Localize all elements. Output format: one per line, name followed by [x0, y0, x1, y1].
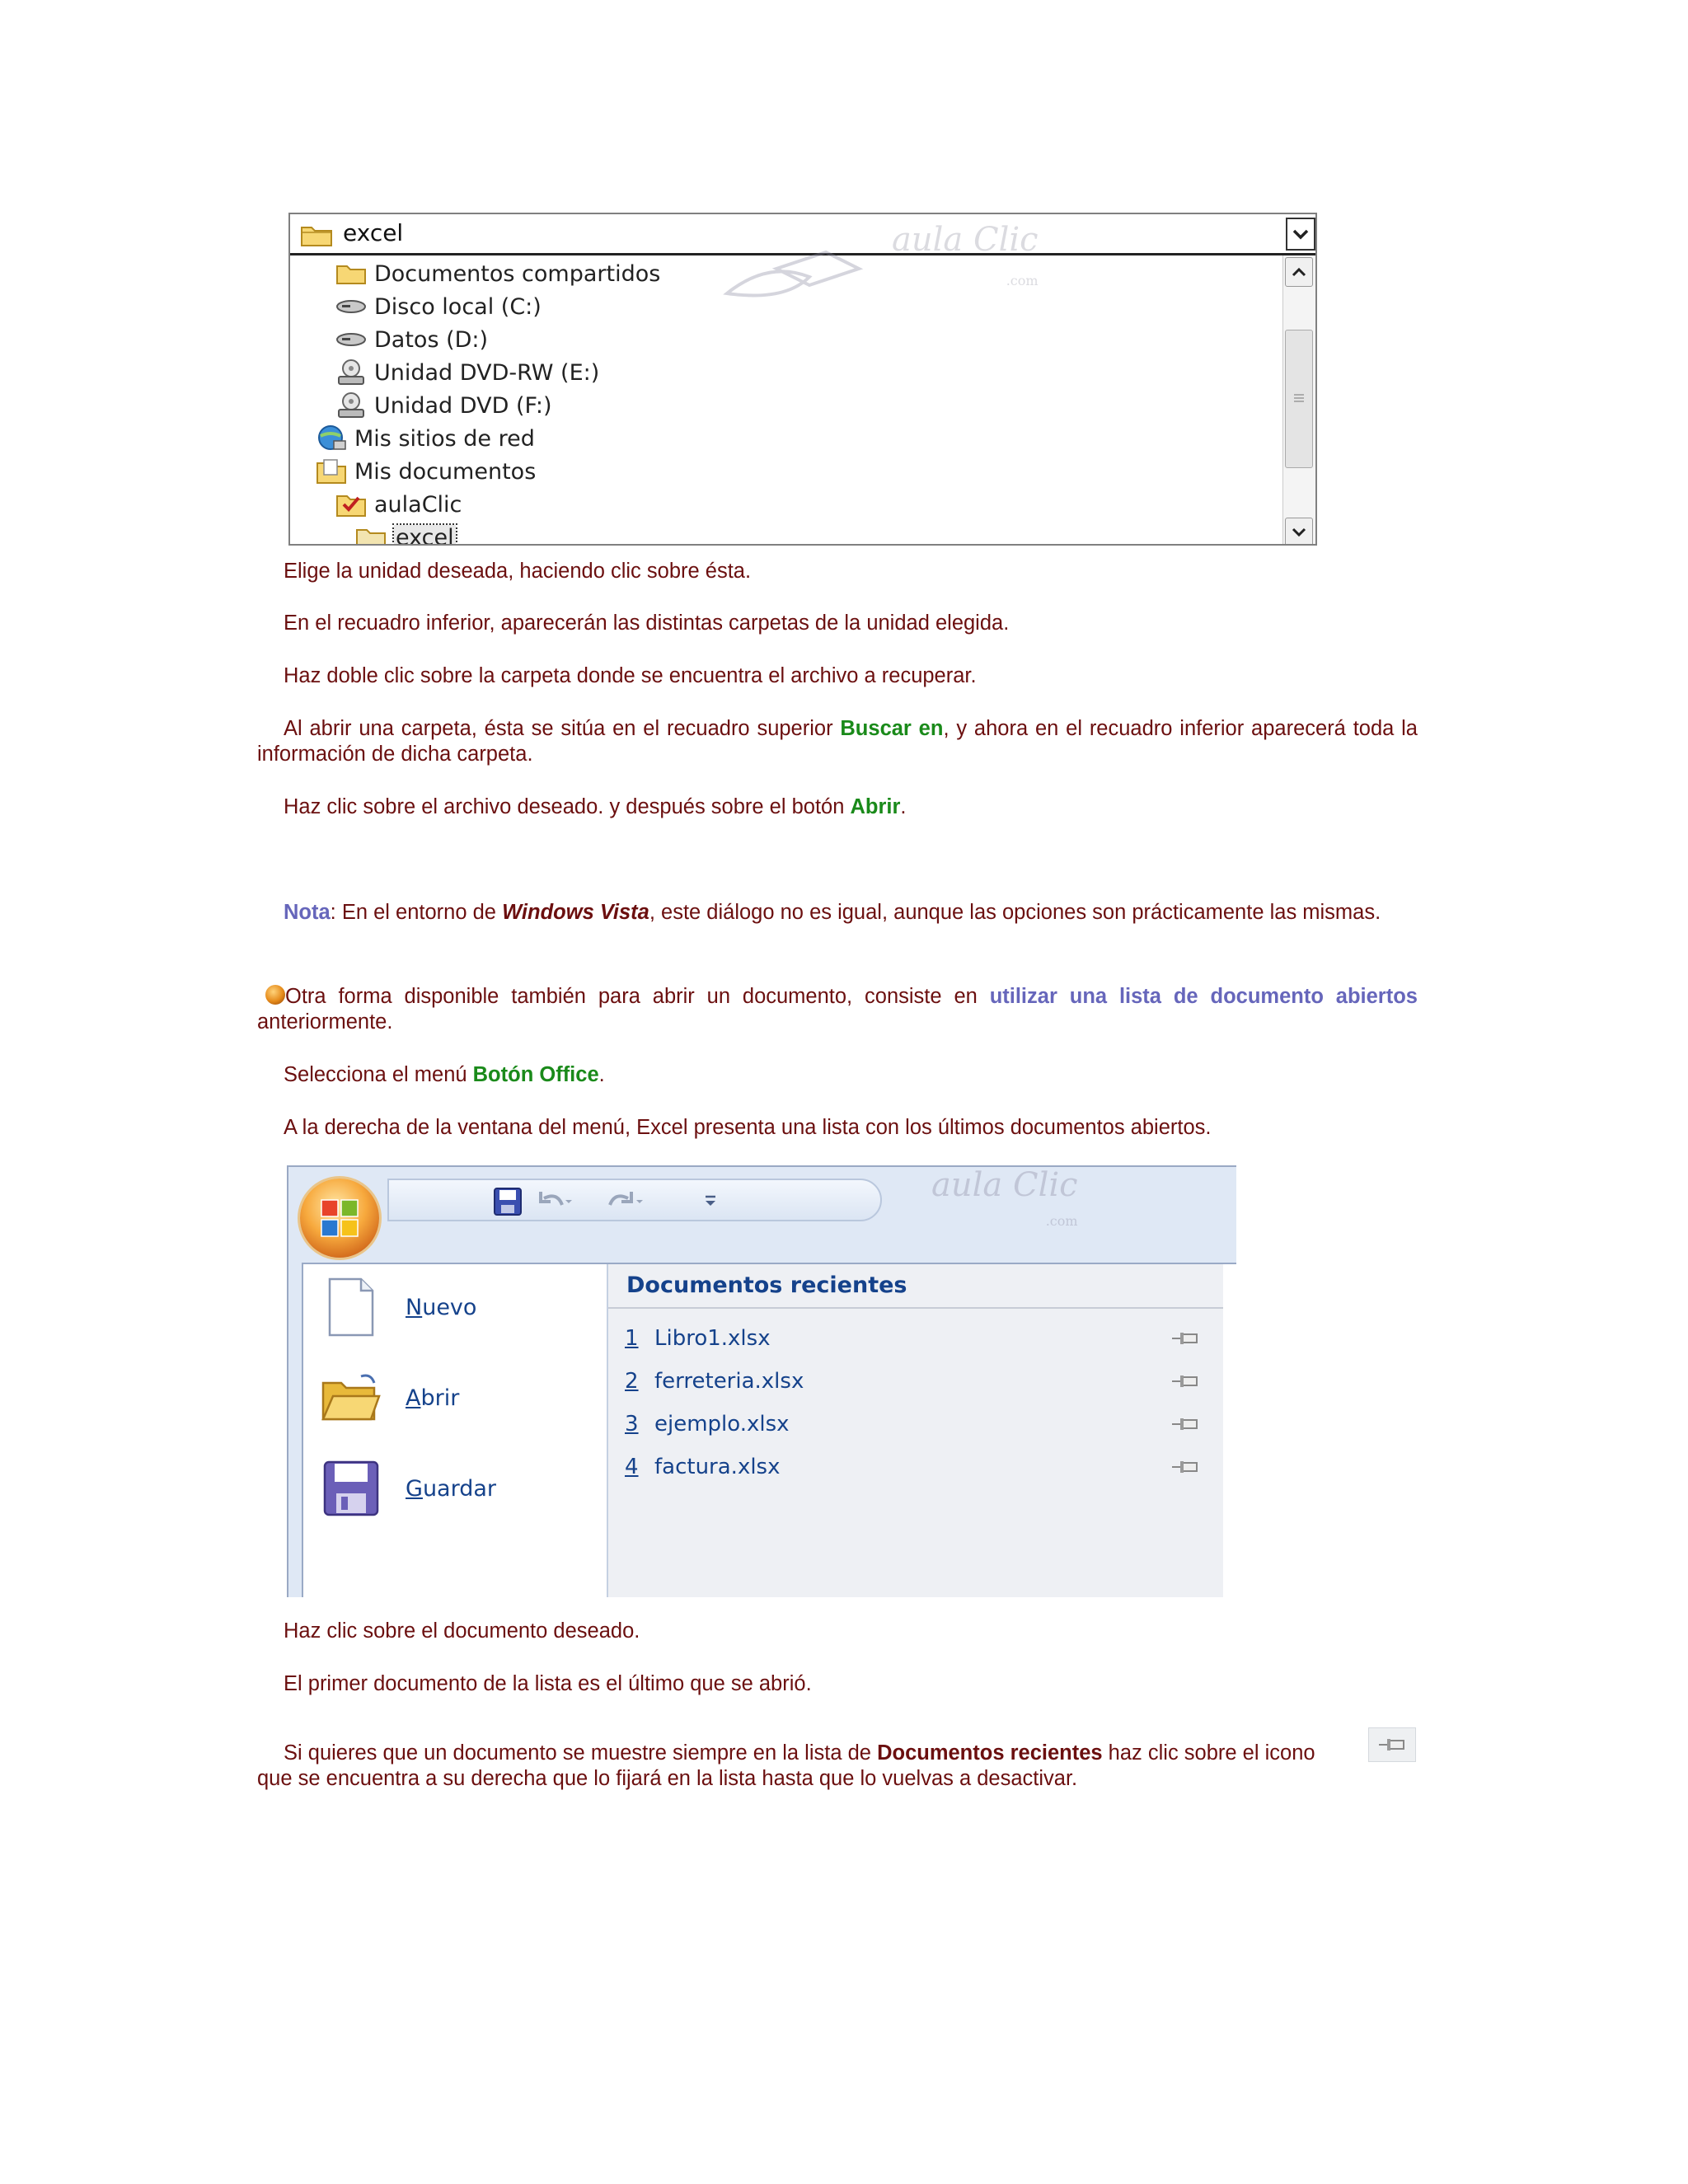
- list-item-label: Datos (D:): [374, 326, 489, 353]
- scroll-down-button[interactable]: [1285, 518, 1313, 546]
- save-disk-icon: [320, 1457, 382, 1520]
- list-item-label: Mis sitios de red: [354, 425, 535, 452]
- dvd-drive-icon: [335, 391, 368, 419]
- redo-icon: [603, 1188, 645, 1215]
- list-item[interactable]: [315, 424, 535, 453]
- office-menu-screenshot: [287, 1165, 1236, 1597]
- paragraph-2-text: En el recuadro inferior, aparecerán las distintas carpetas de la unidad elegida.: [284, 612, 1010, 635]
- office-button[interactable]: [300, 1179, 379, 1258]
- recent-document-number: 4: [625, 1455, 639, 1479]
- recent-documents-header: [608, 1264, 1223, 1309]
- vertical-scrollbar[interactable]: [1282, 255, 1315, 546]
- menu-commands: [303, 1264, 608, 1597]
- menu-item-accelerator: G: [406, 1475, 423, 1502]
- menu-item-label-rest: brir: [420, 1385, 460, 1411]
- current-folder-label: excel: [343, 219, 404, 246]
- list-item[interactable]: [335, 391, 552, 420]
- paragraph-10-text: Haz clic sobre el documento deseado.: [284, 1619, 640, 1643]
- save-disk-icon: [493, 1187, 523, 1216]
- folder-check-icon: [335, 490, 368, 518]
- location-list: [290, 221, 1282, 546]
- chevron-down-icon: [1292, 228, 1309, 240]
- paragraph-1: [257, 559, 1418, 584]
- nota-label: Nota: [284, 901, 331, 924]
- paragraph-8-text-c: .: [598, 1063, 605, 1086]
- recent-list-link[interactable]: utilizar una lista de documento abiertos: [989, 985, 1418, 1008]
- aulaclic-watermark-text: [892, 219, 1039, 302]
- menu-item-abrir[interactable]: [320, 1365, 600, 1431]
- watermark-aula: aula Clic: [931, 1166, 1078, 1204]
- list-item[interactable]: [335, 490, 462, 519]
- combobox-dropdown-button[interactable]: [1286, 218, 1315, 251]
- recent-document-number: 2: [625, 1369, 639, 1394]
- menu-item-accelerator: N: [406, 1294, 423, 1320]
- network-places-icon: [315, 424, 348, 452]
- paragraph-8: [257, 1062, 1418, 1088]
- list-item-selected[interactable]: [354, 523, 456, 546]
- list-item[interactable]: [335, 358, 599, 387]
- paragraph-7-text-a: Otra forma disponible también para abrir un documento, consiste en: [285, 985, 990, 1008]
- list-item-label: excel: [394, 525, 456, 546]
- paragraph-12-text-c: haz clic sobre el icono: [1102, 1741, 1315, 1765]
- recent-document-item[interactable]: [625, 1320, 1202, 1357]
- paragraph-5-text-a: Haz clic sobre el archivo deseado. y después sobre el botón: [284, 795, 851, 818]
- paragraph-5: [257, 794, 1418, 820]
- paragraph-2: [257, 611, 1418, 636]
- recent-documents-title: Documentos recientes: [626, 1272, 907, 1298]
- recent-document-name: ejemplo.xlsx: [654, 1412, 790, 1436]
- boton-office-term: Botón Office: [472, 1063, 599, 1086]
- scrollbar-thumb[interactable]: [1285, 330, 1313, 468]
- aulaclic-watermark-text: [931, 1167, 1078, 1240]
- folder-icon: [354, 523, 387, 546]
- paragraph-note-text-d: , este diálogo no es igual, aunque las opciones son prácticamente las mismas.: [649, 901, 1381, 924]
- paragraph-12-text-d: que se encuentra a su derecha que lo fijará en la lista hasta que lo vuelvas a desactivar.: [257, 1767, 1078, 1790]
- paragraph-4-text-a: Al abrir una carpeta, ésta se sitúa en el recuadro superior: [284, 717, 841, 740]
- list-item-label: aulaClic: [374, 491, 462, 518]
- office-menu-panel: [302, 1263, 1236, 1597]
- quick-access-toolbar: [387, 1179, 882, 1225]
- menu-item-accelerator: A: [406, 1385, 421, 1411]
- menu-item-label: [406, 1385, 459, 1411]
- orange-bullet-icon: [265, 985, 285, 1005]
- paragraph-4: [257, 716, 1418, 767]
- documentos-recientes-term: Documentos recientes: [877, 1741, 1103, 1765]
- list-item-label: Mis documentos: [354, 458, 537, 485]
- recent-document-item[interactable]: [625, 1363, 1202, 1399]
- recent-document-number: 1: [625, 1326, 639, 1351]
- watermark-com: .com: [1006, 273, 1039, 288]
- windows-vista-term: Windows Vista: [502, 901, 649, 924]
- new-document-icon: [320, 1276, 382, 1338]
- recent-document-name: Libro1.xlsx: [654, 1326, 771, 1351]
- list-item-label: Unidad DVD-RW (E:): [374, 359, 600, 386]
- pin-icon: [1377, 1736, 1407, 1754]
- paragraph-9: [257, 1115, 1418, 1141]
- hard-drive-icon: [335, 326, 368, 354]
- paragraph-9-text: A la derecha de la ventana del menú, Excel presenta una lista con los últimos documentos abiertos.: [284, 1116, 1212, 1139]
- recent-document-number: 3: [625, 1412, 639, 1436]
- menu-item-guardar[interactable]: [320, 1455, 600, 1521]
- pin-icon[interactable]: [1169, 1369, 1202, 1394]
- folder-icon: [300, 223, 333, 251]
- menu-item-label: [406, 1295, 476, 1320]
- paragraph-3-text: Haz doble clic sobre la carpeta donde se encuentra el archivo a recuperar.: [284, 664, 977, 687]
- paragraph-5-text-c: .: [900, 795, 907, 818]
- paragraph-10: [257, 1619, 1418, 1644]
- scroll-up-button[interactable]: [1285, 257, 1313, 287]
- watermark-aula: aula Clic: [892, 221, 1039, 259]
- list-item[interactable]: [335, 292, 542, 321]
- menu-item-nuevo[interactable]: [320, 1274, 600, 1340]
- paragraph-7: [257, 984, 1418, 1035]
- buscar-en-term: Buscar en: [840, 717, 944, 740]
- grip-icon: [1293, 392, 1305, 405]
- customize-qat-icon: [702, 1193, 719, 1210]
- hard-drive-icon: [335, 293, 368, 321]
- paragraph-12: [257, 1741, 1362, 1792]
- office-logo-icon: [316, 1195, 363, 1241]
- buscar-en-dropdown-screenshot: [288, 213, 1317, 546]
- list-item[interactable]: [315, 457, 536, 486]
- list-item-label: Disco local (C:): [374, 293, 542, 320]
- pin-icon[interactable]: [1169, 1455, 1202, 1479]
- paragraph-note-text-b: : En el entorno de: [330, 901, 503, 924]
- watermark-com: .com: [1045, 1213, 1078, 1229]
- undo-icon: [537, 1188, 574, 1215]
- menu-item-label-rest: uardar: [422, 1475, 497, 1502]
- pin-icon[interactable]: [1169, 1412, 1202, 1436]
- paragraph-3: [257, 663, 1418, 689]
- chevron-down-icon: [1292, 527, 1306, 537]
- recent-document-name: ferreteria.xlsx: [654, 1369, 804, 1394]
- list-item-label: Documentos compartidos: [374, 260, 661, 287]
- pin-icon-example: [1368, 1727, 1416, 1762]
- abrir-term: Abrir: [850, 795, 901, 818]
- menu-item-label-rest: uevo: [422, 1294, 477, 1320]
- list-item-label: Unidad DVD (F:): [374, 392, 552, 419]
- recent-document-item[interactable]: [625, 1406, 1202, 1442]
- dvd-drive-icon: [335, 359, 368, 387]
- menu-item-label: [406, 1476, 496, 1502]
- paragraph-note: [257, 900, 1418, 926]
- paragraph-11: [257, 1671, 1418, 1697]
- aulaclic-watermark: [719, 244, 892, 339]
- chevron-up-icon: [1292, 267, 1306, 277]
- list-item[interactable]: [335, 259, 660, 288]
- recent-documents-pane: [608, 1264, 1223, 1597]
- paragraph-11-text: El primer documento de la lista es el último que se abrió.: [284, 1672, 812, 1695]
- my-documents-icon: [315, 457, 348, 485]
- list-item[interactable]: [335, 325, 488, 354]
- paragraph-8-text-a: Selecciona el menú: [284, 1063, 473, 1086]
- paragraph-1-text: Elige la unidad deseada, haciendo clic sobre ésta.: [284, 560, 752, 583]
- paragraph-7-text-c: anteriormente.: [257, 1010, 393, 1033]
- recent-document-name: factura.xlsx: [654, 1455, 781, 1479]
- paragraph-4-text-c: , y ahora en el recuadro inferior aparecerá toda la información de dicha carpeta.: [257, 717, 1418, 766]
- pin-icon[interactable]: [1169, 1326, 1202, 1351]
- folder-icon: [335, 260, 368, 288]
- open-folder-icon: [320, 1366, 382, 1429]
- paragraph-12-text-a: Si quieres que un documento se muestre siempre en la lista de: [284, 1741, 878, 1765]
- recent-document-item[interactable]: [625, 1449, 1202, 1485]
